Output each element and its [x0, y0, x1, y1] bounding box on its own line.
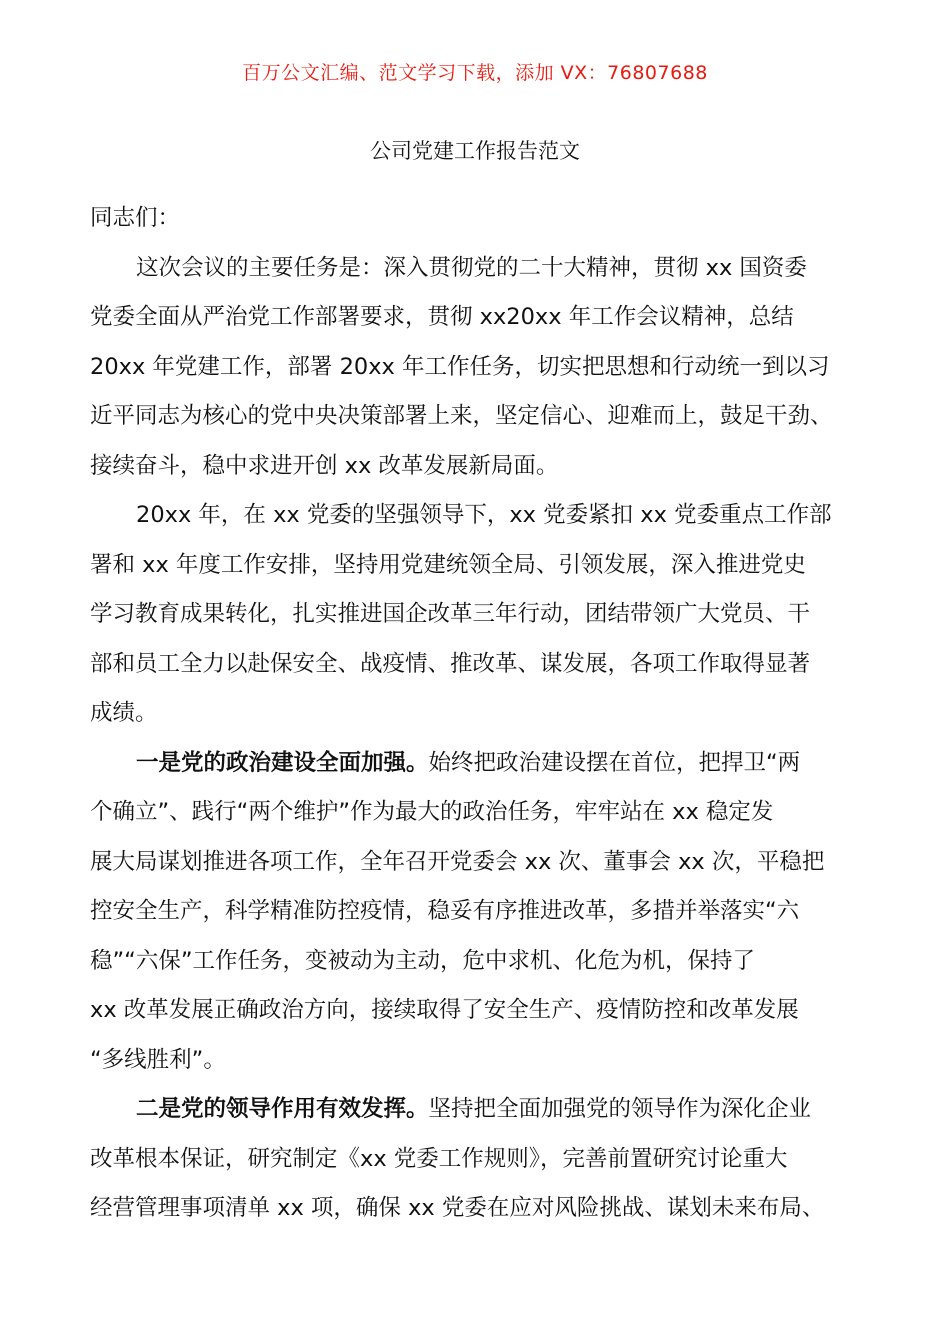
header-promo-note: 百万公文汇编、范文学习下载，添加 VX：76807688 — [242, 62, 708, 84]
text-line: 经营管理事项清单 xx 项，确保 xx 党委在应对风险挑战、谋划未来布局、 — [90, 1195, 825, 1221]
document-title: 公司党建工作报告范文 — [370, 139, 580, 163]
paragraph-review — [90, 491, 862, 739]
text-line: 接续奋斗，稳中求进开创 xx 改革发展新局面。 — [90, 452, 559, 479]
text-line: 控安全生产，科学精准防控疫情，稳妥有序推进改革，多措并举落实“六 — [90, 898, 800, 924]
section-lead-heading: 一是党的政治建设全面加强。 — [136, 749, 429, 776]
text-line: 学习教育成果转化，扎实推进国企改革三年行动，团结带领广大党员、干 — [90, 601, 811, 627]
text-line: xx 改革发展正确政治方向，接续取得了安全生产、疫情防控和改革发展 — [90, 997, 799, 1023]
salutation: 同志们： — [90, 205, 181, 231]
text-line: 稳”“六保”工作任务，变被动为主动，危中求机、化危为机，保持了 — [90, 947, 755, 974]
text-line: 改革根本保证，研究制定《xx 党委工作规则》，完善前置研究讨论重大 — [90, 1145, 788, 1172]
text-line: 部和员工全力以赴保安全、战疫情、推改革、谋发展，各项工作取得显著 — [90, 650, 811, 677]
text-run: 始终把政治建设摆在首位，把捍卫“两 — [428, 749, 801, 776]
paragraph-party-leadership — [90, 1085, 862, 1234]
text-line — [90, 1085, 862, 1135]
text-line: 个确立”、践行“两个维护”作为最大的政治任务，牢牢站在 xx 稳定发 — [90, 799, 774, 825]
paragraph-intro — [90, 244, 862, 492]
text-line: 20xx 年党建工作，部署 20xx 年工作任务，切实把思想和行动统一到以习 — [90, 353, 830, 380]
text-line: 成绩。 — [90, 700, 158, 726]
text-line: “多线胜利”。 — [90, 1046, 226, 1073]
paragraph-political-building — [90, 739, 862, 1086]
text-run: 坚持把全面加强党的领导作为深化企业 — [428, 1096, 812, 1122]
document-body — [90, 194, 862, 1234]
text-line: 党委全面从严治党工作部署要求，贯彻 xx20xx 年工作会议精神，总结 — [90, 304, 794, 330]
text-line — [90, 739, 862, 789]
text-line: 这次会议的主要任务是：深入贯彻党的二十大精神，贯彻 xx 国资委 — [136, 254, 807, 281]
text-line: 展大局谋划推进各项工作，全年召开党委会 xx 次、董事会 xx 次，平稳把 — [90, 848, 825, 875]
text-line: 近平同志为核心的党中央决策部署上来，坚定信心、迎难而上，鼓足干劲、 — [90, 403, 833, 429]
section-lead-heading: 二是党的领导作用有效发挥。 — [136, 1096, 429, 1122]
text-line: 20xx 年，在 xx 党委的坚强领导下，xx 党委紧扣 xx 党委重点工作部 — [136, 502, 832, 528]
text-line: 署和 xx 年度工作安排，坚持用党建统领全局、引领发展，深入推进党史 — [90, 551, 806, 578]
